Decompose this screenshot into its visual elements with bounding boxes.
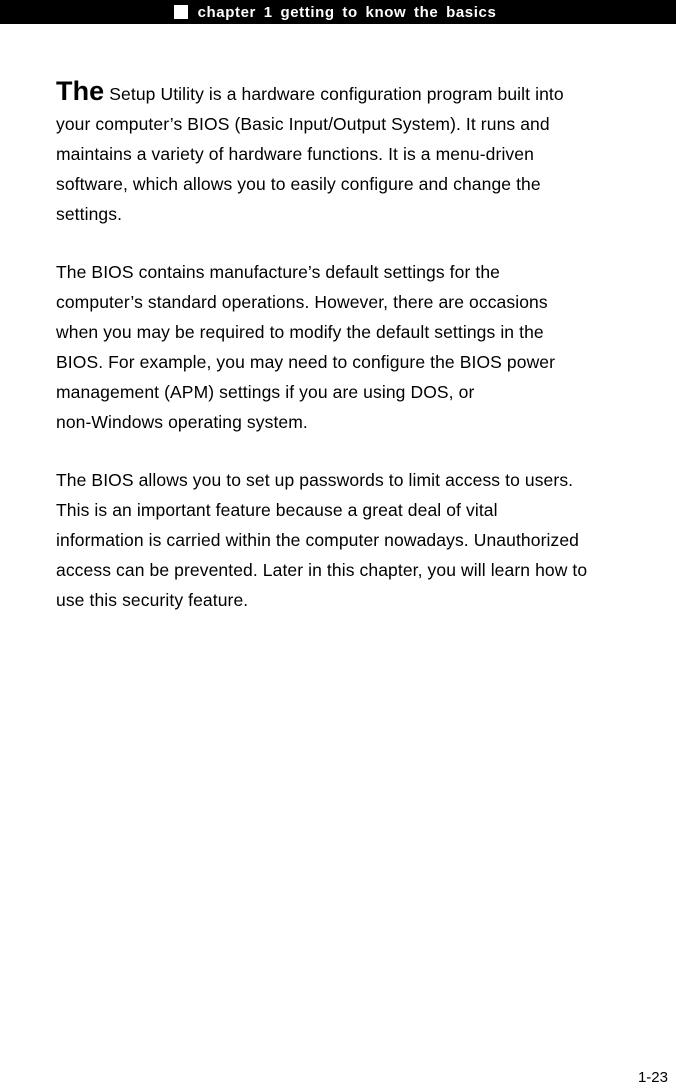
paragraph-line: settings. <box>56 204 123 224</box>
page-number: 1-23 <box>637 1069 668 1086</box>
paragraph-line: non-Windows operating system. <box>56 412 308 432</box>
paragraph-line: when you may be required to modify the default settings in the <box>56 322 544 342</box>
paragraph-line: management (APM) settings if you are using DOS, or <box>56 382 475 402</box>
paragraph-line: access can be prevented. Later in this chapter, you will learn how to <box>56 560 588 580</box>
paragraph-passwords <box>56 465 676 615</box>
chapter-header <box>174 4 497 21</box>
filled-square-icon <box>174 5 188 19</box>
paragraph-line: your computer’s BIOS (Basic Input/Output System). It runs and <box>56 114 550 134</box>
paragraph-line: software, which allows you to easily configure and change the <box>56 174 541 194</box>
paragraph-line: The BIOS contains manufacture’s default settings for the <box>56 262 500 282</box>
chapter-title: chapter 1 getting to know the basics <box>197 3 497 21</box>
body-text <box>56 76 676 643</box>
lead-word: The <box>56 76 105 106</box>
paragraph-line: information is carried within the computer nowadays. Unauthorized <box>56 530 580 550</box>
chapter-header-bar <box>0 0 676 24</box>
paragraph-line: BIOS. For example, you may need to configure the BIOS power <box>56 352 556 372</box>
paragraph-line: This is an important feature because a great deal of vital <box>56 500 498 520</box>
paragraph-defaults <box>56 257 676 437</box>
paragraph-line: maintains a variety of hardware functions. It is a menu-driven <box>56 144 534 164</box>
paragraph-line: The Setup Utility is a hardware configuration program built into <box>56 76 564 106</box>
paragraph-intro <box>56 76 676 229</box>
paragraph-line: computer’s standard operations. However, there are occasions <box>56 292 548 312</box>
paragraph-line: The BIOS allows you to set up passwords to limit access to users. <box>56 470 574 490</box>
paragraph-line: use this security feature. <box>56 590 249 610</box>
